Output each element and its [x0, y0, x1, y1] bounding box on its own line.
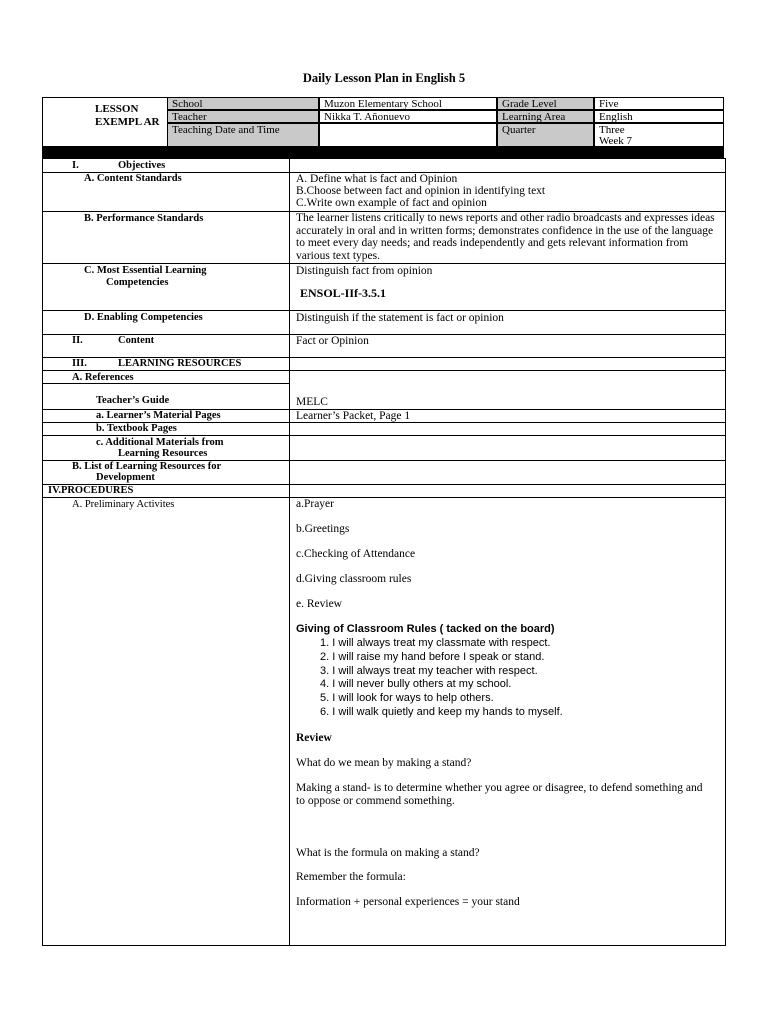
rule-item: 1. I will always treat my classmate with respect. [320, 637, 551, 649]
content-standard-b: B.Choose between fact and opinion in identifying text [296, 185, 546, 197]
review-remember: Remember the formula: [296, 871, 406, 883]
learning-area-value: English [594, 110, 724, 123]
row-divider [42, 263, 726, 264]
content-standards-label: A. Content Standards [84, 173, 182, 184]
quarter-value [594, 123, 724, 147]
rule-item: 6. I will walk quietly and keep my hands to myself. [320, 706, 563, 718]
performance-standards-text: The learner listens critically to news reports and other radio broadcasts and expresses ideas accurately in oral and in written forms; demonstrates confidence in the use of the language to meet every day needs; and reads independently and gets relevant information from various text types. [296, 212, 715, 262]
activity-review: e. Review [296, 598, 342, 610]
rule-item: 5. I will look for ways to help others. [320, 692, 494, 704]
quarter-week: Week 7 [599, 135, 633, 147]
grade-level-value: Five [594, 97, 724, 110]
row-divider [42, 484, 726, 485]
learning-area-label: Learning Area [497, 110, 594, 123]
rule-item: 4. I will never bully others at my school. [320, 678, 512, 690]
list-resources-label: B. List of Learning Resources for [72, 461, 222, 472]
additional-materials-label-cont: Learning Resources [118, 448, 208, 459]
column-divider [289, 158, 290, 946]
teaching-date-label: Teaching Date and Time [167, 123, 319, 147]
performance-standards-label: B. Performance Standards [84, 213, 204, 224]
row-divider [42, 310, 726, 311]
teachers-guide-value: MELC [296, 396, 328, 408]
melc-code: ENSOL-IIf-3.5.1 [300, 286, 387, 300]
lesson-exemplar-label: LESSON EXEMPL AR [95, 103, 160, 128]
content-standard-a: A. Define what is fact and Opinion [296, 173, 458, 185]
divider-bar [42, 147, 724, 158]
review-answer-1: Making a stand- is to determine whether you agree or disagree, to defend something and to oppose or commend something. [296, 782, 703, 807]
content-value: Fact or Opinion [296, 335, 369, 347]
rule-item: 2. I will raise my hand before I speak or stand. [320, 651, 545, 663]
rule-item: 3. I will always treat my teacher with respect. [320, 665, 538, 677]
objectives-number: I. [72, 160, 79, 171]
school-value: Muzon Elementary School [319, 97, 497, 110]
procedures-label: IV.PROCEDURES [48, 485, 134, 496]
resources-number: III. [72, 358, 87, 369]
rules-heading: Giving of Classroom Rules ( tacked on the board) [296, 623, 555, 635]
review-question-2: What is the formula on making a stand? [296, 847, 480, 859]
page-title: Daily Lesson Plan in English 5 [302, 71, 466, 85]
activity-greetings: b.Greetings [296, 523, 350, 535]
row-divider [42, 435, 726, 436]
learning-resources-label: LEARNING RESOURCES [118, 358, 242, 369]
objectives-heading: Objectives [118, 160, 166, 171]
school-label: School [167, 97, 319, 110]
teachers-guide-label: Teacher’s Guide [96, 395, 170, 406]
textbook-pages-label: b. Textbook Pages [96, 423, 177, 434]
review-formula: Information + personal experiences = your stand [296, 896, 520, 908]
teaching-date-value [319, 123, 497, 147]
content-standard-c: C.Write own example of fact and opinion [296, 197, 487, 209]
content-label: Content [118, 335, 155, 346]
list-resources-label-cont: Development [96, 472, 155, 483]
melc-label: C. Most Essential Learning [84, 265, 207, 276]
quarter-label: Quarter [497, 123, 594, 147]
enabling-competencies-text: Distinguish if the statement is fact or opinion [296, 312, 504, 324]
grade-level-label: Grade Level [497, 97, 594, 110]
preliminary-activities-label: A. Preliminary Activites [72, 499, 175, 510]
references-label: A. References [72, 372, 134, 383]
content-number: II. [72, 335, 83, 346]
review-heading: Review [296, 732, 332, 744]
additional-materials-label: c. Additional Materials from [96, 437, 224, 448]
melc-label-cont: Competencies [106, 277, 169, 288]
activity-classroom-rules: d.Giving classroom rules [296, 573, 412, 585]
learners-material-value: Learner’s Packet, Page 1 [296, 410, 411, 422]
melc-text: Distinguish fact from opinion [296, 265, 433, 277]
enabling-competencies-label: D. Enabling Competencies [84, 312, 203, 323]
quarter-number: Three [599, 124, 625, 136]
review-question-1: What do we mean by making a stand? [296, 757, 472, 769]
activity-attendance: c.Checking of Attendance [296, 548, 416, 560]
row-divider [42, 370, 726, 371]
teacher-label: Teacher [167, 110, 319, 123]
learners-material-label: a. Learner’s Material Pages [96, 410, 221, 421]
teacher-value: Nikka T. Añonuevo [319, 110, 497, 123]
activity-prayer: a.Prayer [296, 498, 334, 510]
